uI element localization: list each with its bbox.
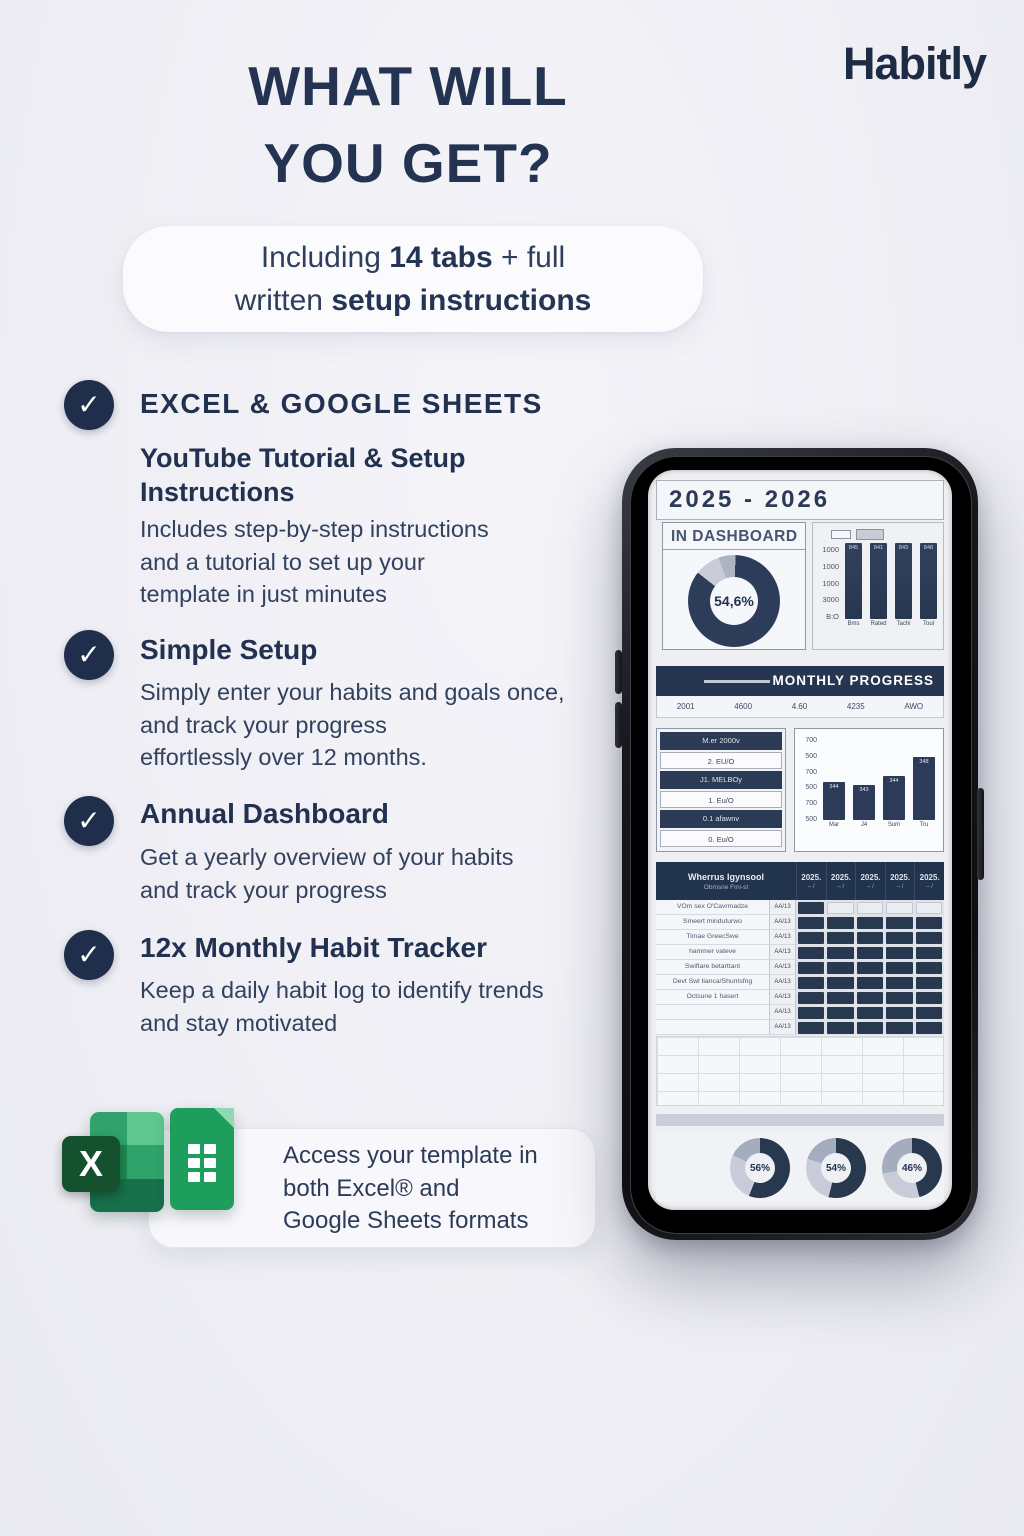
habit-check-cell [796,975,826,990]
habit-check-cell [796,990,826,1005]
filled-pill [827,932,854,944]
habit-number-cell: AA/13 [770,1020,796,1035]
bar-x-label: Sum [887,822,901,828]
annual-bar-chart [812,522,944,650]
filled-pill [916,992,943,1004]
banner-line2: written setup instructions [234,284,592,317]
filled-pill [916,917,943,929]
habit-check-cell [826,930,856,945]
list-item: 1. Eu/O [660,791,782,809]
col-sub: – / [867,883,874,890]
habit-number-cell: AA/13 [770,1005,796,1020]
filled-pill [857,947,884,959]
section-divider [656,1114,944,1126]
filled-pill [857,917,884,929]
filled-pill [916,977,943,989]
table-col-header [855,862,885,900]
feature-subtitle-youtube-tutorial: YouTube Tutorial & Setup Instructions [140,443,466,507]
filled-pill [827,1007,854,1019]
habit-check-cell [796,915,826,930]
monthly-progress-header [656,666,944,696]
filled-pill [798,962,825,974]
bar-column [913,735,935,831]
bar-x-label: Tachi [896,620,911,627]
summary-donut-chart [806,1138,866,1198]
filled-pill [916,1007,943,1019]
bar [870,543,887,619]
habit-check-cell [855,1020,885,1035]
col-year: 2025. [801,872,822,882]
check-icon: ✓ [64,380,114,430]
power-button [977,788,984,880]
table-row [656,900,944,915]
feature-title-simple-setup: Simple Setup [140,634,318,665]
habit-check-cell [885,975,915,990]
monthly-chart-bars [821,735,937,831]
feature-body-youtube-tutorial: Includes step-by-step instructions and a tutorial to set up your template in just minutes [140,516,489,607]
habit-check-cell [914,975,944,990]
bar-x-label: Mar [828,822,840,828]
filled-pill [886,992,913,1004]
habit-check-cell [885,930,915,945]
habit-check-cell [796,900,826,915]
bar-value-label: 344 [829,783,839,790]
annual-dashboard-panel [662,522,806,650]
list-item: J1. MELBOy [660,771,782,789]
formats-text: Access your template in both Excel® and Google Sheets formats [283,1142,538,1234]
table-row [656,930,944,945]
bar-value-label: 843 [898,545,909,551]
table-row [656,945,944,960]
habit-check-cell [885,990,915,1005]
bar [845,543,862,619]
annual-chart-bars [843,543,939,629]
empty-pill [916,902,943,914]
summary-donut-chart [730,1138,790,1198]
axis-tick: 500 [805,784,817,792]
habit-check-cell [914,930,944,945]
bar-x-label: Rated [870,620,887,627]
table-body [656,900,944,1035]
axis-tick: 700 [805,768,817,776]
axis-tick: 500 [805,815,817,823]
bar-x-label: Toul [922,620,934,627]
habit-check-cell [885,1020,915,1035]
monthly-values-row [656,696,944,718]
habit-check-cell [826,945,856,960]
habit-name-cell: Octsune 1 hasert [656,990,770,1005]
col-sub: – / [837,883,845,890]
col-year: 2025. [860,872,881,882]
bar-value-label: 845 [848,545,859,551]
habit-check-cell [914,945,944,960]
bar-column [883,735,905,831]
bar-column [853,735,875,831]
bar-value-label: 343 [859,787,869,794]
habit-check-cell [855,945,885,960]
legend-swatch [856,529,884,540]
habit-name-cell [656,1005,770,1020]
habit-check-cell [885,915,915,930]
feature-body-annual-dashboard: Get a yearly overview of your habits and track your progress [140,844,514,903]
habit-check-cell [855,975,885,990]
habit-check-cell [914,990,944,1005]
page-title-line2: YOU GET? [263,132,553,194]
filled-pill [886,1007,913,1019]
annual-donut-value: 54,6% [710,577,758,625]
habit-check-cell [796,1005,826,1020]
axis-tick: 3000 [822,595,839,605]
bar-x-label: Bms [847,620,860,627]
list-item: M.er 2000v [660,732,782,750]
filled-pill [886,977,913,989]
monthly-value: 4600 [734,702,753,711]
filled-pill [827,992,854,1004]
filled-pill [798,1007,825,1019]
habit-check-cell [855,990,885,1005]
check-icon: ✓ [64,796,114,846]
habit-check-cell [796,945,826,960]
folded-corner [214,1108,234,1128]
bar [883,776,905,820]
summary-donut-value: 56% [745,1153,775,1183]
col-year: 2025. [890,872,911,882]
tabs-banner [123,226,703,332]
feature-title-excel-google-sheets: EXCEL & GOOGLE SHEETS [140,388,543,419]
habit-check-cell [885,900,915,915]
google-sheets-icon [170,1108,234,1210]
filled-pill [857,1022,884,1034]
habit-number-cell: AA/13 [770,915,796,930]
table-row [656,990,944,1005]
bar [913,757,935,820]
habit-check-cell [826,1005,856,1020]
habit-check-cell [826,975,856,990]
table-row [656,1005,944,1020]
summary-donut-chart [882,1138,942,1198]
bar [823,782,845,820]
monthly-value: AWO [904,702,924,711]
habit-check-cell [826,900,856,915]
habit-name-cell: Smeert minduturwo [656,915,770,930]
axis-tick: 1000 [822,578,839,588]
filled-pill [798,1022,825,1034]
bar-value-label: 348 [919,758,929,765]
monthly-value: 4.60 [791,702,808,711]
bar-column [920,543,937,629]
habit-check-cell [914,960,944,975]
habit-check-cell [914,1020,944,1035]
bar-column [870,543,887,629]
habit-table [656,862,944,1035]
axis-tick: 1000 [822,561,839,571]
axis-tick: 700 [805,737,817,744]
filled-pill [916,932,943,944]
bar [920,543,937,619]
habit-check-cell [855,1005,885,1020]
empty-pill [857,902,884,914]
filled-pill [886,932,913,944]
table-col-header [826,862,856,900]
legend-swatch [831,530,851,539]
list-item: 2. EU/O [660,752,782,770]
habit-check-cell [855,900,885,915]
filled-pill [827,947,854,959]
phone-screen [648,470,952,1210]
volume-down-button [615,702,622,748]
table-row [656,915,944,930]
bar-column [823,735,845,831]
filled-pill [827,917,854,929]
empty-pill [886,902,913,914]
table-row [656,960,944,975]
monthly-chart-yticks [797,735,821,831]
monthly-bar-chart [794,728,944,852]
feature-title-monthly-habit-tracker: 12x Monthly Habit Tracker [140,932,488,963]
filled-pill [827,977,854,989]
filled-pill [798,902,825,914]
habit-number-cell: AA/13 [770,930,796,945]
summary-donut-value: 46% [897,1153,927,1183]
annual-chart-yticks [817,543,843,629]
empty-grid [656,1036,944,1106]
bar-value-label: 344 [889,777,899,784]
brand-logo: Habitly [842,38,986,89]
check-icon: ✓ [64,630,114,680]
filled-pill [916,962,943,974]
table-col-headers [796,862,944,900]
bar [895,543,912,619]
habit-number-cell: AA/13 [770,945,796,960]
feature-body-simple-setup: Simply enter your habits and goals once, and track your progress effortlessly over 12 months. [140,679,565,770]
habit-check-cell [914,900,944,915]
habit-check-cell [826,915,856,930]
habit-check-cell [796,1020,826,1035]
habit-check-cell [855,930,885,945]
axis-tick: 700 [805,800,817,808]
monthly-value: 2001 [676,702,695,711]
habit-check-cell [796,960,826,975]
col-sub: – / [896,883,904,890]
filled-pill [827,1022,854,1034]
bar-column [895,543,912,629]
list-item: 0. Eu/O [660,830,782,848]
col-year: 2025. [919,872,940,882]
volume-up-button [615,650,622,694]
table-col-header [885,862,915,900]
habit-check-cell [885,1005,915,1020]
filled-pill [857,977,884,989]
habit-name-cell: hammer vateve [656,945,770,960]
filled-pill [798,947,825,959]
filled-pill [798,917,825,929]
filled-pill [827,962,854,974]
sheets-grid-glyph [184,1140,220,1186]
filled-pill [857,932,884,944]
habit-name-cell: Devt Swl tianca/Shuntsfng [656,975,770,990]
habit-name-cell: VOm sex O'Cavrmadze [656,900,770,915]
col-year: 2025. [830,872,851,882]
monthly-list [656,728,786,852]
list-item: 0.1 afawnv [660,810,782,828]
habit-check-cell [914,1005,944,1020]
habit-check-cell [855,960,885,975]
bar-value-label: 848 [923,545,934,551]
summary-donuts [656,1132,944,1198]
feature-body-monthly-habit-tracker: Keep a daily habit log to identify trends and stay motivated [140,977,544,1036]
filled-pill [798,932,825,944]
habit-check-cell [826,990,856,1005]
filled-pill [916,947,943,959]
habit-name-cell: Timae GreecSwe [656,930,770,945]
table-header [656,862,944,900]
habit-name-cell [656,1020,770,1035]
monthly-value: 4235 [846,702,865,711]
table-header-title-block [656,862,796,900]
habit-check-cell [796,930,826,945]
table-title: Wherrus Igynsool [687,871,764,882]
table-row [656,1020,944,1035]
dashboard-label: IN DASHBOARD [663,523,805,550]
banner-line1: Including 14 tabs + full [260,241,566,274]
filled-pill [886,917,913,929]
axis-tick: 500 [805,752,817,760]
habit-check-cell [885,960,915,975]
summary-panel [656,1132,944,1202]
habit-check-cell [855,915,885,930]
col-sub: – / [807,883,815,890]
habit-check-cell [885,945,915,960]
filled-pill [798,977,825,989]
empty-pill [827,902,854,914]
filled-pill [857,992,884,1004]
annual-donut-chart [688,555,780,647]
axis-tick: 1000 [822,545,839,554]
excel-icon: X [62,1136,120,1192]
year-header: 2025 - 2026 [656,480,944,520]
summary-donut-value: 54% [821,1153,851,1183]
bar-x-label: Tru [919,822,929,828]
filled-pill [886,947,913,959]
filled-pill [886,1022,913,1034]
habit-check-cell [826,960,856,975]
filled-pill [798,992,825,1004]
habit-check-cell [914,915,944,930]
header-dash [704,680,770,683]
page-title-line1: WHAT WILL [248,55,568,117]
habit-number-cell: AA/13 [770,975,796,990]
bar-value-label: 841 [873,545,884,551]
bar-column [845,543,862,629]
page-title [98,48,718,202]
habit-number-cell: AA/13 [770,990,796,1005]
bar [853,785,875,820]
axis-tick: B:O [826,612,839,621]
habit-name-cell: Swiftare betarttant [656,960,770,975]
bar-x-label: J4 [860,822,868,828]
table-row [656,975,944,990]
filled-pill [886,962,913,974]
table-subtitle: Obmsne Fmi-st [703,883,749,891]
habit-number-cell: AA/13 [770,960,796,975]
check-icon: ✓ [64,930,114,980]
table-col-header [914,862,944,900]
col-sub: – / [926,883,933,890]
filled-pill [857,962,884,974]
feature-title-annual-dashboard: Annual Dashboard [140,798,389,829]
monthly-progress-title: MONTHLY PROGRESS [772,673,934,688]
table-col-header [796,862,826,900]
filled-pill [857,1007,884,1019]
filled-pill [916,1022,943,1034]
chart-legend [831,529,939,540]
habit-number-cell: AA/13 [770,900,796,915]
habit-check-cell [826,1020,856,1035]
